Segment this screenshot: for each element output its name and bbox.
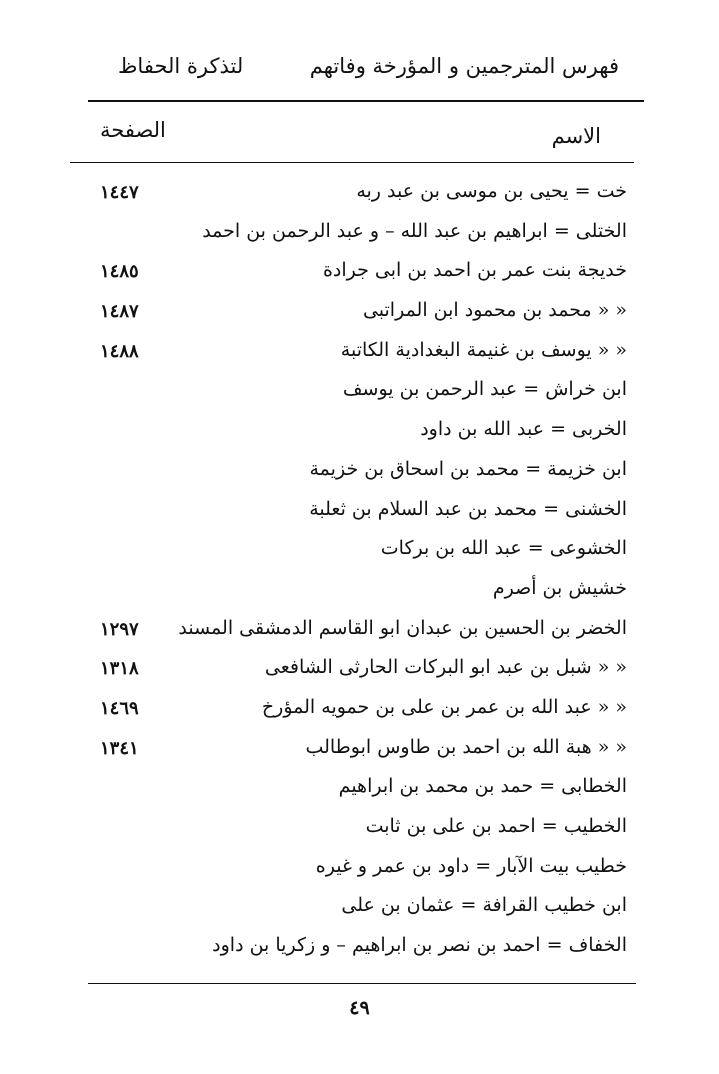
entry-page: ١٤٦٩ bbox=[100, 697, 139, 719]
entry-name: الخطابى = حمد بن محمد بن ابراهيم bbox=[338, 775, 627, 798]
entry-name: ابن خطيب القرافة = عثمان بن على bbox=[341, 894, 627, 917]
column-header-rule bbox=[70, 162, 634, 163]
entry-name: « « يوسف بن غنيمة البغدادية الكاتبة bbox=[340, 338, 627, 361]
page-number: ٤٩ bbox=[349, 997, 370, 1019]
index-entry bbox=[0, 573, 719, 613]
entry-name: الخشنى = محمد بن عبد السلام بن ثعلبة bbox=[309, 497, 627, 520]
entry-name: الخشوعى = عبد الله بن بركات bbox=[380, 537, 627, 560]
column-header-name: الاسم bbox=[551, 124, 601, 148]
entry-name: « « عبد الله بن عمر بن على بن حمويه المؤرخ bbox=[261, 695, 627, 718]
entry-name: « « محمد بن محمود ابن المراتبى bbox=[362, 299, 627, 322]
entry-name: ابن خراش = عبد الرحمن بن يوسف bbox=[342, 378, 627, 401]
index-entry bbox=[0, 890, 719, 930]
index-entry bbox=[0, 851, 719, 891]
entry-page: ١٢٩٧ bbox=[100, 618, 139, 640]
index-entries bbox=[0, 176, 719, 970]
entry-name: خديجة بنت عمر بن احمد بن ابى جرادة bbox=[322, 259, 627, 282]
entry-name: « « شبل بن عبد ابو البركات الحارثى الشافعى bbox=[264, 656, 627, 679]
entry-page: ١٤٨٨ bbox=[100, 340, 139, 362]
entry-name: خت = يحيى بن موسى بن عبد ربه bbox=[356, 180, 627, 202]
index-entry bbox=[0, 335, 719, 375]
index-entry bbox=[0, 454, 719, 494]
index-entry bbox=[0, 176, 719, 216]
index-entry bbox=[0, 216, 719, 256]
index-entry bbox=[0, 295, 719, 335]
footer-rule bbox=[88, 983, 636, 984]
index-entry bbox=[0, 374, 719, 414]
index-entry bbox=[0, 255, 719, 295]
entry-name: خطيب بيت الآبار = داود بن عمر و غيره bbox=[315, 854, 627, 877]
entry-page: ١٣٤١ bbox=[100, 737, 139, 759]
column-header-page: الصفحة bbox=[100, 118, 166, 142]
running-head-book: لتذكرة الحفاظ bbox=[118, 54, 244, 78]
entry-name: « « هبة الله بن احمد بن طاوس ابوطالب bbox=[305, 735, 627, 758]
index-entry bbox=[0, 930, 719, 970]
entry-page: ١٤٨٧ bbox=[100, 301, 139, 323]
index-entry bbox=[0, 652, 719, 692]
entry-page: ١٣١٨ bbox=[100, 658, 139, 680]
entry-name: الختلى = ابراهيم بن عبد الله – و عبد الرحمن بن احمد bbox=[202, 219, 627, 242]
entry-name: الخطيب = احمد بن على بن ثابت bbox=[365, 815, 627, 837]
entry-name: خشيش بن أصرم bbox=[492, 576, 627, 599]
header-rule bbox=[88, 100, 644, 102]
index-entry bbox=[0, 732, 719, 772]
index-entry bbox=[0, 692, 719, 732]
index-entry bbox=[0, 414, 719, 454]
index-entry bbox=[0, 494, 719, 534]
index-entry bbox=[0, 771, 719, 811]
index-entry bbox=[0, 811, 719, 851]
entry-page: ١٤٨٥ bbox=[100, 261, 139, 283]
entry-name: الخربى = عبد الله بن داود bbox=[420, 418, 627, 441]
entry-name: الخفاف = احمد بن نصر بن ابراهيم – و زكريا بن داود bbox=[212, 934, 627, 957]
index-entry bbox=[0, 613, 719, 653]
entry-page: ١٤٤٧ bbox=[100, 182, 139, 203]
entry-name: ابن خزيمة = محمد بن اسحاق بن خزيمة bbox=[309, 457, 627, 480]
index-entry bbox=[0, 533, 719, 573]
entry-name: الخضر بن الحسين بن عبدان ابو القاسم الدمشقى المسند bbox=[178, 616, 627, 639]
running-head-title: فهرس المترجمين و المؤرخة وفاتهم bbox=[309, 54, 619, 78]
